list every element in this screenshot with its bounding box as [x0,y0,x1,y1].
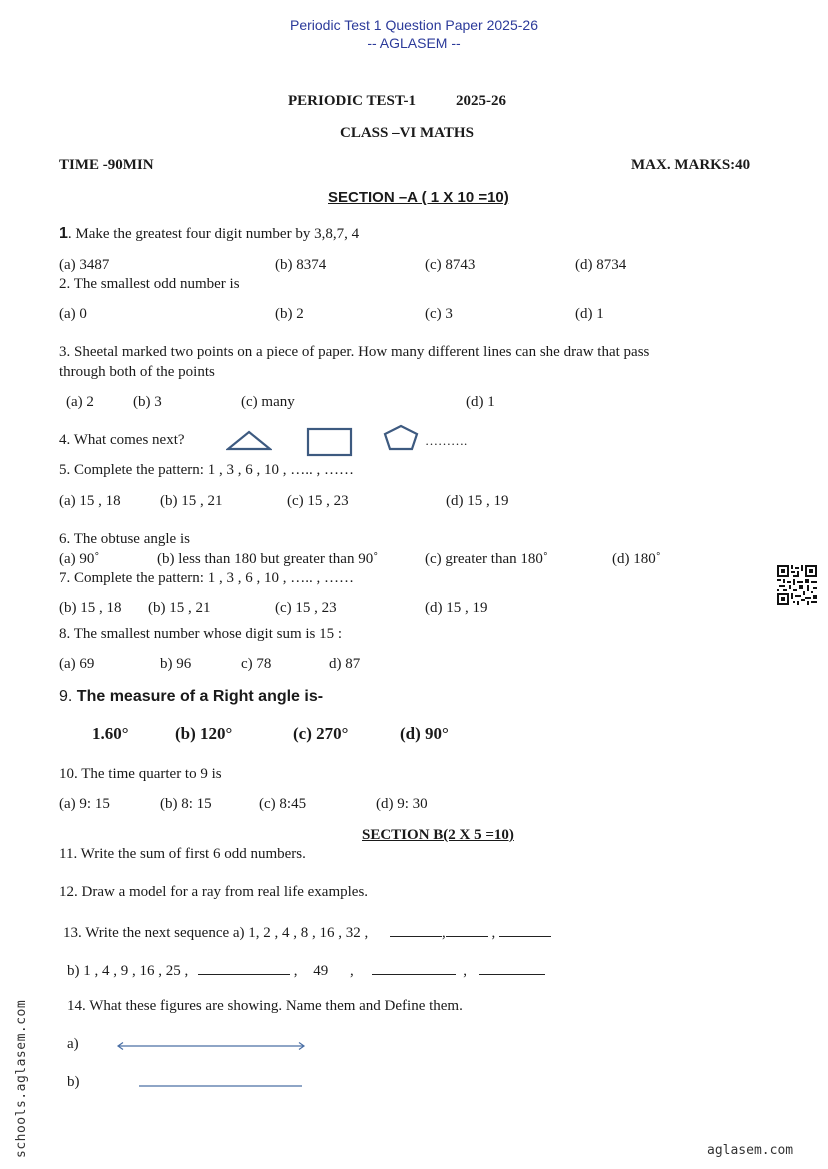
answer-blank[interactable] [198,960,290,975]
line-segment-figure [138,1079,304,1091]
question-7: 7. Complete the pattern: 1 , 3 , 6 , 10 , ….. , …… [59,570,354,586]
option: (d) 8734 [575,257,627,273]
option: (a) 2 [66,394,94,410]
question-5: 5. Complete the pattern: 1 , 3 , 6 , 10 , ….. , …… [59,462,354,478]
option: (b) less than 180 but greater than 90˚ [157,551,379,567]
question-2: 2. The smallest odd number is [59,276,240,292]
option: (a) 3487 [59,257,110,273]
option: (c) greater than 180˚ [425,551,548,567]
class-line: CLASS –VI MATHS [340,125,474,141]
question-number: 1 [59,225,68,242]
option: b) 96 [160,656,192,672]
question-3-cont: through both of the points [59,364,215,380]
question-8: 8. The smallest number whose digit sum is 15 : [59,626,343,642]
option: (a) 0 [59,306,87,322]
separator: , [491,925,496,941]
option: (d) 15 , 19 [425,600,488,616]
separator: , [293,963,298,979]
max-marks: MAX. MARKS:40 [631,157,751,173]
option: (b) 15 , 21 [160,493,223,509]
option: (b) 15 , 18 [59,600,122,616]
question-10: 10. The time quarter to 9 is [59,766,222,782]
question-4-trail: ………. [425,433,468,448]
paper-year: 2025-26 [456,93,506,109]
qr-code-icon [777,565,817,605]
figure-b-label: b) [67,1074,80,1090]
answer-blank[interactable] [499,922,551,937]
question-6: 6. The obtuse angle is [59,531,190,547]
question-text: b) 1 , 4 , 9 , 16 , 25 , [67,963,189,979]
question-number: 9. [59,688,77,705]
separator: , [350,963,354,979]
option: (a) 69 [59,656,95,672]
option: 1.60° [92,724,129,743]
question-text: . Make the greatest four digit number by 3,8,7, 4 [67,226,360,242]
option: (c) 15 , 23 [275,600,337,616]
figure-a-label: a) [67,1036,79,1052]
option: (c) 15 , 23 [287,493,349,509]
triangle-icon [226,428,272,452]
pentagon-icon [382,424,420,452]
question-1 [59,225,359,243]
section-b-heading: SECTION B(2 X 5 =10) [362,827,514,843]
option: d) 87 [329,656,361,672]
header-subtitle: -- AGLASEM -- [367,35,461,51]
separator: , [463,963,467,979]
question-text: The measure of a Right angle is- [76,688,324,705]
question-3: 3. Sheetal marked two points on a piece of paper. How many different lines can she draw that pass [59,344,650,360]
question-13b [67,960,545,980]
option: (b) 120° [175,724,233,743]
option: (c) many [241,394,295,410]
option: (a) 15 , 18 [59,493,121,509]
question-text: 13. Write the next sequence a) 1, 2 , 4 , 8 , 16 , 32 , [63,925,369,941]
question-12: 12. Draw a model for a ray from real life examples. [59,884,369,900]
option: (d) 180˚ [612,551,661,567]
answer-blank[interactable] [390,922,442,937]
option: (b) 2 [275,306,304,322]
answer-blank[interactable] [372,960,456,975]
answer-blank[interactable] [479,960,545,975]
option: (d) 9: 30 [376,796,428,812]
section-a-heading: SECTION –A ( 1 X 10 =10) [328,189,509,206]
question-13a [63,922,551,942]
footer-watermark: aglasem.com [707,1143,794,1158]
option: (c) 8743 [425,257,476,273]
rectangle-icon [306,427,354,457]
sequence-value: 49 [313,963,329,979]
question-9 [59,688,323,706]
option: (c) 8:45 [259,796,307,812]
option: (d) 90° [400,724,449,743]
option: (a) 90˚ [59,551,100,567]
option: c) 78 [241,656,272,672]
question-11: 11. Write the sum of first 6 odd numbers. [59,846,306,862]
time-label: TIME -90MIN [59,157,154,173]
paper-title: PERIODIC TEST-1 [288,93,416,109]
answer-blank[interactable] [446,922,488,937]
option: (d) 1 [466,394,495,410]
option: (a) 9: 15 [59,796,110,812]
option: (b) 8374 [275,257,327,273]
option: (b) 8: 15 [160,796,212,812]
option: (c) 3 [425,306,453,322]
header-title: Periodic Test 1 Question Paper 2025-26 [289,17,538,33]
separator: , [442,925,446,941]
line-figure [115,1039,307,1053]
question-4: 4. What comes next? [59,432,185,448]
option: (d) 15 , 19 [446,493,509,509]
side-watermark: schools.aglasem.com [14,999,29,1158]
question-14: 14. What these figures are showing. Name them and Define them. [67,998,463,1014]
option: (d) 1 [575,306,604,322]
option: (b) 3 [133,394,162,410]
option: (b) 15 , 21 [148,600,211,616]
option: (c) 270° [293,724,349,743]
